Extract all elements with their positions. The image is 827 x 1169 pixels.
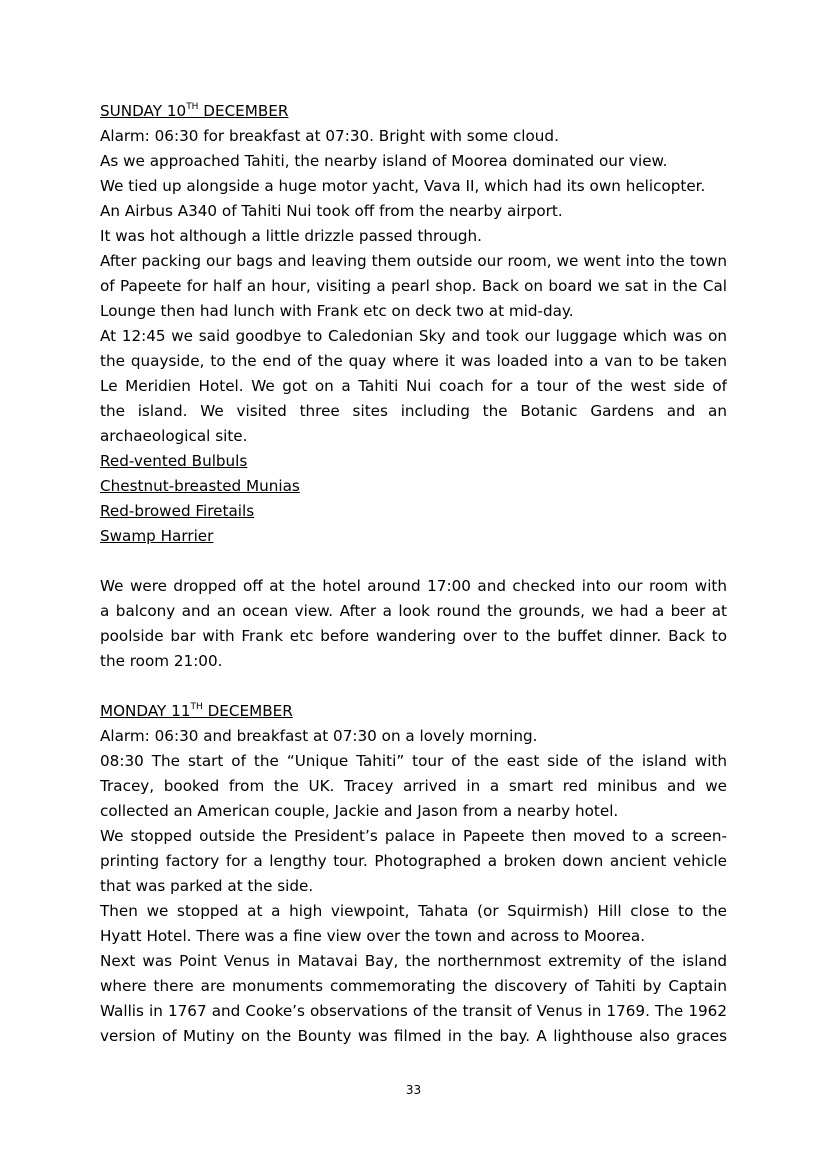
paragraph-line: archaeological site. bbox=[100, 427, 248, 445]
monday-alarm-line: Alarm: 06:30 and breakfast at 07:30 on a lovely morning. bbox=[100, 727, 538, 745]
paragraph-line: a balcony and an ocean view. After a look round the grounds, we had a beer at bbox=[100, 602, 727, 620]
packing-paragraph bbox=[100, 249, 727, 324]
paragraph-line: where there are monuments commemorating the discovery of Tahiti by Captain bbox=[100, 977, 727, 995]
paragraph-line: Hyatt Hotel. There was a fine view over the town and across to Moorea. bbox=[100, 927, 646, 945]
palace-paragraph bbox=[100, 824, 727, 899]
document-page bbox=[100, 99, 727, 1049]
sunday-line: It was hot although a little drizzle passed through. bbox=[100, 227, 482, 245]
paragraph-line: printing factory for a lengthy tour. Photographed a broken down ancient vehicle bbox=[100, 852, 727, 870]
blank-line bbox=[100, 674, 727, 699]
paragraph-line: the quayside, to the end of the quay where it was loaded into a van to be taken bbox=[100, 352, 727, 370]
paragraph-line: We were dropped off at the hotel around 17:00 and checked into our room with bbox=[100, 577, 727, 595]
page-number: 33 bbox=[405, 1083, 422, 1097]
paragraph-line: the island. We visited three sites including the Botanic Gardens and an bbox=[100, 402, 727, 420]
bird-list-item: Red-vented Bulbuls bbox=[100, 452, 248, 470]
paragraph-line: that was parked at the side. bbox=[100, 877, 314, 895]
paragraph-line: At 12:45 we said goodbye to Caledonian Sky and took our luggage which was on bbox=[100, 327, 727, 345]
goodbye-paragraph bbox=[100, 324, 727, 449]
hotel-paragraph bbox=[100, 574, 727, 674]
paragraph-line: Next was Point Venus in Matavai Bay, the northernmost extremity of the island bbox=[100, 952, 727, 970]
monday-heading: MONDAY 11TH DECEMBER bbox=[100, 701, 293, 720]
venus-paragraph bbox=[100, 949, 727, 1049]
tour-paragraph bbox=[100, 749, 727, 824]
bird-list-item: Swamp Harrier bbox=[100, 527, 214, 545]
bird-list bbox=[100, 449, 727, 549]
paragraph-line: Then we stopped at a high viewpoint, Tahata (or Squirmish) Hill close to the bbox=[100, 902, 727, 920]
paragraph-line: of Papeete for half an hour, visiting a pearl shop. Back on board we sat in the Cal bbox=[100, 277, 727, 295]
paragraph-line: Le Meridien Hotel. We got on a Tahiti Nui coach for a tour of the west side of bbox=[100, 377, 727, 395]
sunday-line: We tied up alongside a huge motor yacht, Vava II, which had its own helicopter. bbox=[100, 177, 706, 195]
sunday-line: As we approached Tahiti, the nearby island of Moorea dominated our view. bbox=[100, 152, 668, 170]
paragraph-line: version of Mutiny on the Bounty was filmed in the bay. A lighthouse also graces bbox=[100, 1027, 727, 1045]
sunday-line: Alarm: 06:30 for breakfast at 07:30. Bright with some cloud. bbox=[100, 127, 559, 145]
sunday-heading: SUNDAY 10TH DECEMBER bbox=[100, 101, 289, 120]
paragraph-line: Lounge then had lunch with Frank etc on deck two at mid-day. bbox=[100, 302, 574, 320]
viewpoint-paragraph bbox=[100, 899, 727, 949]
paragraph-line: the room 21:00. bbox=[100, 652, 223, 670]
sunday-line: An Airbus A340 of Tahiti Nui took off from the nearby airport. bbox=[100, 202, 563, 220]
bird-list-item: Red-browed Firetails bbox=[100, 502, 255, 520]
bird-list-item: Chestnut-breasted Munias bbox=[100, 477, 300, 495]
paragraph-line: Tracey, booked from the UK. Tracey arrived in a smart red minibus and we bbox=[100, 777, 727, 795]
paragraph-line: Wallis in 1767 and Cooke’s observations of the transit of Venus in 1769. The 1962 bbox=[100, 1002, 727, 1020]
paragraph-line: We stopped outside the President’s palace in Papeete then moved to a screen- bbox=[100, 827, 727, 845]
paragraph-line: poolside bar with Frank etc before wandering over to the buffet dinner. Back to bbox=[100, 627, 727, 645]
paragraph-line: 08:30 The start of the “Unique Tahiti” tour of the east side of the island with bbox=[100, 752, 727, 770]
paragraph-line: After packing our bags and leaving them outside our room, we went into the town bbox=[100, 252, 727, 270]
blank-line bbox=[100, 549, 727, 574]
paragraph-line: collected an American couple, Jackie and Jason from a nearby hotel. bbox=[100, 802, 619, 820]
